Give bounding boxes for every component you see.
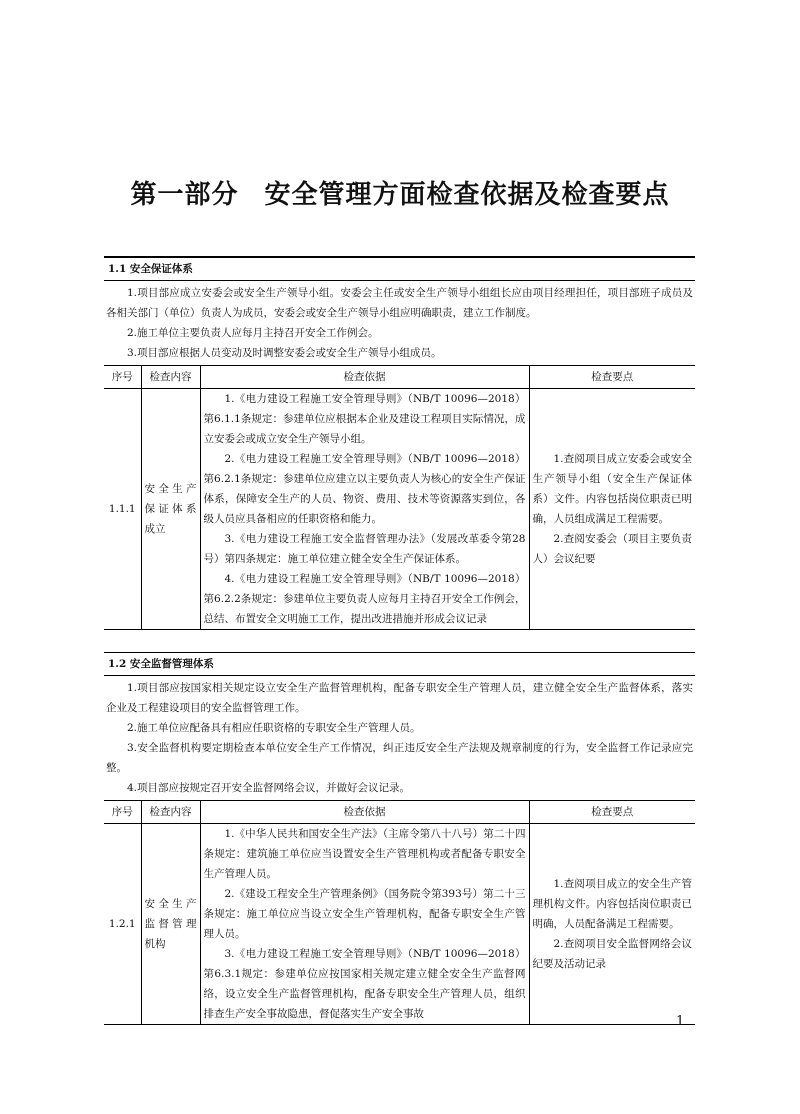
- basis-item: 3.《电力建设工程施工安全监督管理办法》（发展改革委令第28号）第四条规定：施工单位建立健全安全生产保证体系。: [203, 533, 526, 565]
- requirement-item: 2.施工单位主要负责人应每月主持召开安全工作例会。: [127, 327, 379, 339]
- section-heading: 1.1 安全保证体系: [104, 256, 695, 281]
- section-1-2: [104, 652, 695, 1025]
- inspection-table: [104, 800, 695, 1025]
- point-item: 2.查阅项目安全监督网络会议纪要及活动记录: [532, 938, 692, 970]
- row-points: [529, 389, 695, 630]
- header-number: 序号: [104, 366, 141, 389]
- row-number: 1.1.1: [104, 389, 141, 630]
- page-number: 1: [676, 1014, 685, 1029]
- row-number: 1.2.1: [104, 824, 141, 1025]
- basis-item: 2.《电力建设工程施工安全管理导则》（NB/T 10096—2018）第6.2.1条规定：参建单位应建立以主要负责人为核心的安全生产保证体系，保障安全生产的人员、物资、费用、技术等资源落实到位，各级人员应具备相应的任职资格和能力。: [203, 453, 526, 525]
- title-text: 安全管理方面检查依据及检查要点: [264, 180, 670, 210]
- inspection-table: [104, 365, 695, 630]
- row-points: [529, 824, 695, 1025]
- point-item: 1.查阅项目成立安委会或安全生产领导小组（安全生产保证体系）文件。内容包括岗位职责已明确，人员组成满足工程需要。: [532, 453, 692, 525]
- point-item: 2.查阅安委会（项目主要负责人）会议纪要: [532, 533, 692, 565]
- basis-item: 2.《建设工程安全生产管理条例》（国务院令第393号）第二十三条规定：施工单位应当设立安全生产管理机构，配备专职安全生产管理人员。: [203, 888, 526, 940]
- table-header-row: [104, 801, 695, 824]
- requirement-item: 1.项目部应成立安委会或安全生产领导小组。安委会主任或安全生产领导小组组长应由项目经理担任，项目部班子成员及各相关部门（单位）负责人为成员，安委会或安全生产领导小组应明确职责，建立工作制度。: [106, 287, 693, 319]
- section-1-1: [104, 256, 695, 630]
- requirement-item: 3.项目部应根据人员变动及时调整安委会或安全生产领导小组成员。: [127, 347, 442, 359]
- table-row: [104, 824, 695, 1025]
- basis-item: 3.《电力建设工程施工安全管理导则》（NB/T 10096—2018）第6.3.1规定：参建单位应按国家相关规定建立健全安全生产监督网络，设立安全生产监督管理机构，配备专职安全生产管理人员，组织排查生产安全事故隐患，督促落实生产安全事故: [203, 948, 526, 1020]
- basis-item: 1.《中华人民共和国安全生产法》（主席令第八十八号）第二十四条规定：建筑施工单位应当设置安全生产管理机构或者配备专职安全生产管理人员。: [203, 828, 526, 880]
- header-content: 检查内容: [141, 366, 200, 389]
- requirement-item: 1.项目部应按国家相关规定设立安全生产监督管理机构，配备专职安全生产管理人员，建立健全安全生产监督体系，落实企业及工程建设项目的安全监督管理工作。: [106, 682, 693, 714]
- header-basis: 检查依据: [200, 801, 529, 824]
- header-number: 序号: [104, 801, 141, 824]
- table-row: [104, 389, 695, 630]
- point-item: 1.查阅项目成立的安全生产管理机构文件。内容包括岗位职责已明确，人员配备满足工程需要。: [532, 878, 692, 930]
- basis-item: 4.《电力建设工程施工安全管理导则》（NB/T 10096—2018）第6.2.2条规定：参建单位主要负责人应每月主持召开安全工作例会，总结、布置安全文明施工工作，提出改进措施并形成会议记录: [203, 573, 526, 625]
- row-basis: [200, 389, 529, 630]
- section-requirements: [104, 676, 695, 800]
- page-title: [0, 174, 800, 211]
- header-basis: 检查依据: [200, 366, 529, 389]
- requirement-item: 4.项目部应按规定召开安全监督网络会议，并做好会议记录。: [127, 782, 411, 794]
- table-header-row: [104, 366, 695, 389]
- row-content: 安全生产监督管理机构: [141, 824, 200, 1025]
- section-requirements: [104, 281, 695, 365]
- row-basis: [200, 824, 529, 1025]
- requirement-item: 2.施工单位应配备具有相应任职资格的专职安全生产管理人员。: [127, 722, 421, 734]
- title-part: 第一部分: [130, 180, 239, 210]
- header-points: 检查要点: [529, 801, 695, 824]
- header-points: 检查要点: [529, 366, 695, 389]
- row-content: 安全生产保证体系成立: [141, 389, 200, 630]
- header-content: 检查内容: [141, 801, 200, 824]
- basis-item: 1.《电力建设工程施工安全管理导则》（NB/T 10096—2018）第6.1.1条规定：参建单位应根据本企业及建设工程项目实际情况，成立安委会或成立安全生产领导小组。: [203, 393, 526, 445]
- requirement-item: 3.安全监督机构要定期检查本单位安全生产工作情况，纠正违反安全生产法规及规章制度的行为，安全监督工作记录应完整。: [106, 742, 693, 774]
- section-heading: 1.2 安全监督管理体系: [104, 652, 695, 676]
